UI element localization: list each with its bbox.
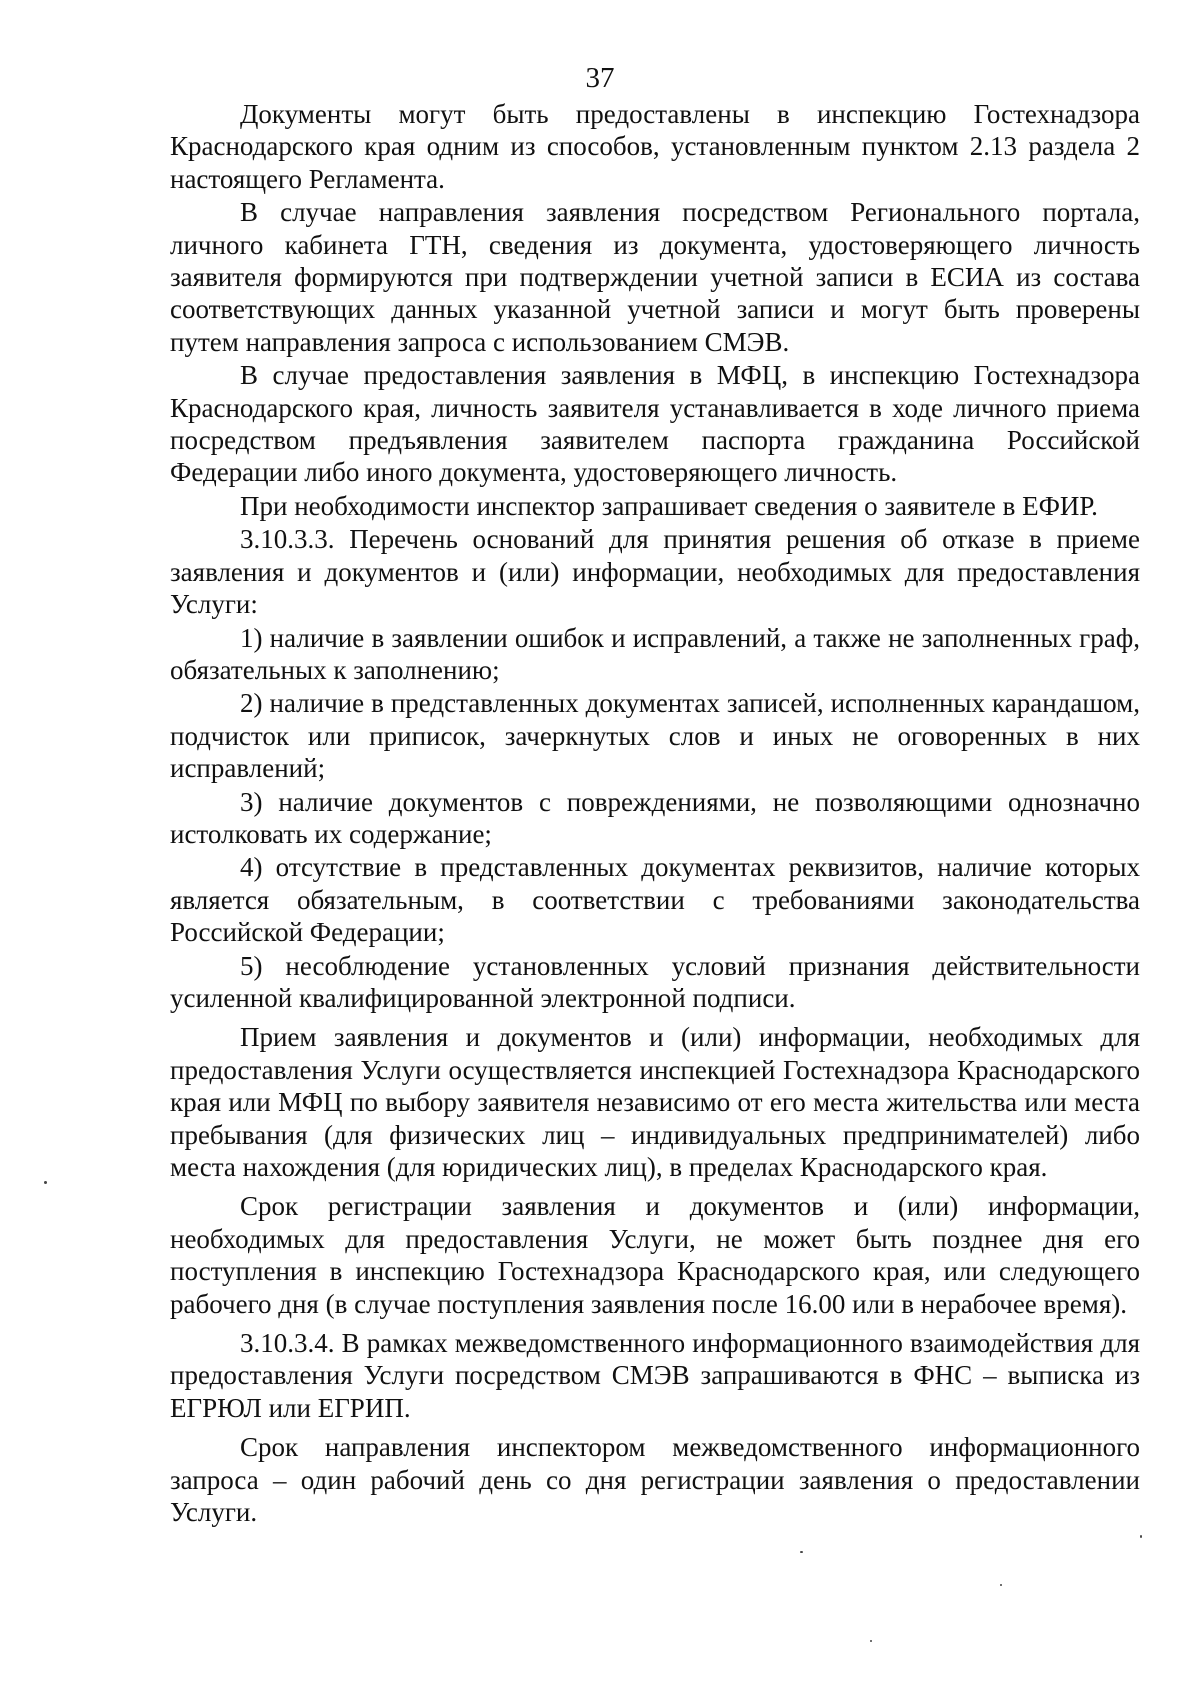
paragraph-section-3-10-3-3: 3.10.3.3. Перечень оснований для принятия решения об отказе в приеме заявления и документов и (или) информации, необходимых для предоставления Услуги:	[170, 524, 1140, 620]
paragraph-efir-request: При необходимости инспектор запрашивает сведения о заявителе в ЕФИР.	[240, 490, 1098, 521]
scan-speck	[1140, 1535, 1142, 1538]
paragraph-section-3-10-3-4: 3.10.3.4. В рамках межведомственного информационного взаимодействия для предоставления Услуги посредством СМЭВ запрашиваются в ФНС – выписка из ЕГРЮЛ или ЕГРИП.	[170, 1328, 1140, 1423]
list-item-2: 2) наличие в представленных документах записей, исполненных карандашом, подчисток или приписок, зачеркнутых слов и иных не оговоренных в них исправлений;	[170, 688, 1140, 784]
scan-speck	[44, 1181, 47, 1184]
paragraph-acceptance: Прием заявления и документов и (или) информации, необходимых для предоставления Услуги осуществляется инспекцией Гостехнадзора Краснодарского края или МФЦ по выбору заявителя независимо от его места жительства или места пребывания (для физических лиц – индивидуальных предпринимателей) либо места нахождения (для юридических лиц), в пределах Краснодарского края.	[170, 1022, 1140, 1182]
paragraph-submission-methods: Документы могут быть предоставлены в инспекцию Гостехнадзора Краснодарского края одним из способов, установленным пунктом 2.13 раздела 2 настоящего Регламента.	[170, 99, 1140, 194]
paragraph-mfc-identity: В случае предоставления заявления в МФЦ, в инспекцию Гостехнадзора Краснодарского края, личность заявителя устанавливается в ходе личного приема посредством предъявления заявителем паспорта гражданина Российской Федерации либо иного документа, удостоверяющего личность.	[170, 360, 1140, 488]
page-number: 37	[585, 62, 615, 94]
scan-speck	[1000, 1584, 1002, 1586]
list-item-3: 3) наличие документов с повреждениями, не позволяющими однозначно истолковать их содержание;	[170, 786, 1140, 849]
scan-speck	[870, 1640, 872, 1642]
document-body	[170, 98, 1140, 1529]
paragraph-registration-deadline: Срок регистрации заявления и документов и (или) информации, необходимых для предоставления Услуги, не может быть позднее дня его поступления в инспекцию Гостехнадзора Краснодарского края, или следующего рабочего дня (в случае поступления заявления после 16.00 или в нерабочее время).	[170, 1191, 1140, 1319]
paragraph-request-deadline: Срок направления инспектором межведомственного информационного запроса – один рабочий день со дня регистрации заявления о предоставлении Услуги.	[170, 1432, 1140, 1528]
scan-speck	[800, 1551, 803, 1553]
list-item-4: 4) отсутствие в представленных документах реквизитов, наличие которых является обязательным, в соответствии с требованиями законодательства Российской Федерации;	[170, 852, 1140, 948]
paragraph-regional-portal: В случае направления заявления посредством Регионального портала, личного кабинета ГТН, сведения из документа, удостоверяющего личность заявителя формируются при подтверждении учетной записи в ЕСИА из состава соответствующих данных указанной учетной записи и могут быть проверены путем направления запроса с использованием СМЭВ.	[170, 197, 1140, 357]
list-item-5: 5) несоблюдение установленных условий признания действительности усиленной квалифицированной электронной подписи.	[170, 950, 1140, 1013]
list-item-1: 1) наличие в заявлении ошибок и исправлений, а также не заполненных граф, обязательных к заполнению;	[170, 622, 1140, 685]
